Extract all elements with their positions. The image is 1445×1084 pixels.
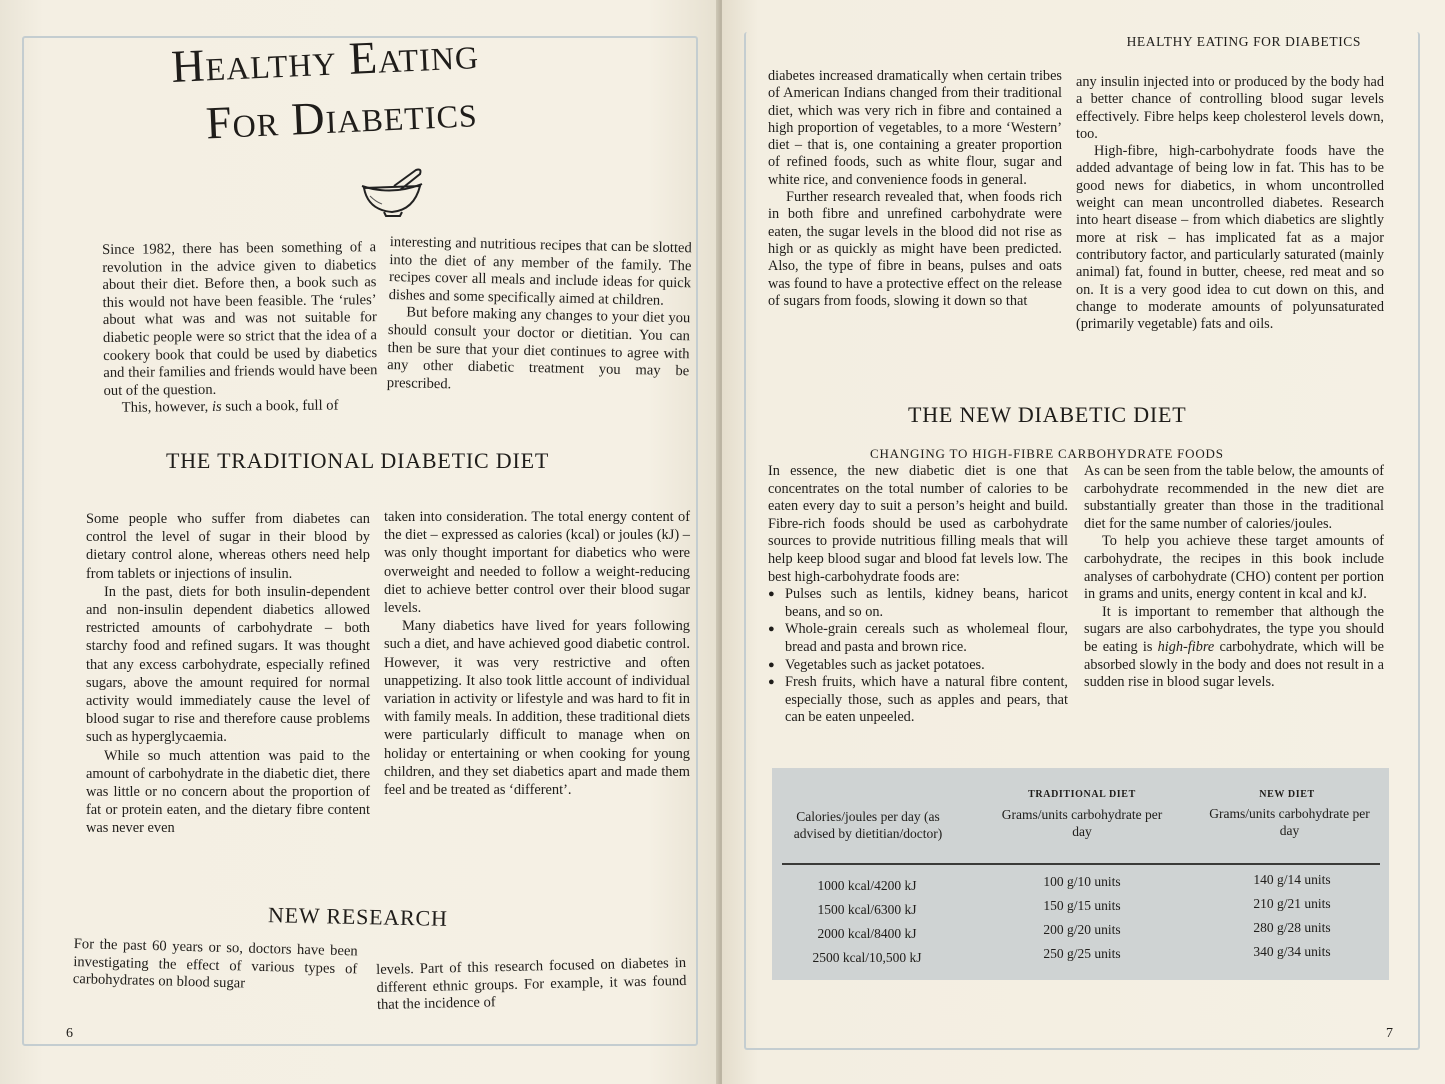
body-paragraph: For the past 60 years or so, doctors have been investigating the effect of various types of carbohydrates on blood sugar (72, 936, 358, 992)
new-diet-column-1 (768, 463, 1068, 727)
table-cell-energy: 2500 kcal/10,500 kJ (812, 950, 922, 965)
table-cell-new: 140 g/14 units (1253, 872, 1331, 887)
body-paragraph: While so much attention was paid to the amount of carbohydrate in the diabetic diet, there was little or no concern about the proportion of fat or protein eaten, and the dietary fibre content was never even (86, 747, 370, 837)
table-cell-traditional: 150 g/15 units (1043, 898, 1121, 913)
table-cell-new: 340 g/34 units (1253, 944, 1331, 959)
body-paragraph: To help you achieve these target amounts of carbohydrate, the recipes in this book include analyses of carbohydrate (CHO) content per portion in grams and units, energy content in kcal and kJ. (1084, 533, 1384, 603)
list-item: ● Fresh fruits, which have a natural fibre content, especially those, such as apples and pears, that can be eaten unpeeled. (768, 674, 1068, 727)
page-number: 7 (1386, 1026, 1393, 1041)
continued-column-2 (1076, 74, 1384, 333)
right-page (722, 0, 1445, 1084)
section-heading-traditional: THE TRADITIONAL DIABETIC DIET (166, 448, 550, 473)
traditional-column-1 (86, 510, 370, 838)
table-cell-new: 210 g/21 units (1253, 896, 1331, 911)
body-paragraph: As can be seen from the table below, the amounts of carbohydrate recommended in the new diet are substantially greater than those in the traditional diet for the same number of calories/joules. (1084, 463, 1384, 532)
carbohydrate-table (772, 768, 1389, 980)
table-cell-traditional: 250 g/25 units (1043, 946, 1121, 961)
title-line-1: Healthy Eating (170, 27, 480, 92)
continued-column-1 (768, 68, 1062, 310)
research-column-1 (73, 936, 358, 996)
body-paragraph: taken into consideration. The total energy content of the diet – expressed as calories (kcal) or joules (kJ) – was only thought important for diabetics who were overweight and needed to follow a weight-reducing diet to achieve better control over their blood sugar levels. (384, 509, 690, 617)
body-paragraph: diabetes increased dramatically when certain tribes of American Indians changed from their traditional diet, which was very rich in fibre and contained a high proportion of vegetables, to a more ‘Western’ diet – that is, one containing a greater proportion of refined foods, such as white flour, sugar and white rice, and convenience foods in general. (768, 68, 1062, 188)
section-subheading: CHANGING TO HIGH-FIBRE CARBOHYDRATE FOODS (870, 446, 1224, 461)
table-cell-energy: 2000 kcal/8400 kJ (817, 926, 917, 941)
table-header-energy: Calories/joules per day (as advised by dietitian/doctor) (793, 809, 943, 841)
intro-column-1 (102, 239, 378, 418)
mortar-pestle-icon (356, 166, 432, 218)
list-item: ● Vegetables such as jacket potatoes. (768, 657, 1068, 675)
title-line-2: For Diabetics (204, 85, 479, 149)
body-paragraph: High-fibre, high-carbohydrate foods have the added advantage of being low in fat. This has to be good news for diabetics, in whom uncontrolled weight can mean uncontrolled diabetes. Research into heart disease – from which diabetics are slightly more at risk – has implicated fat as a major contributory factor, and particularly saturated (mainly animal) fat, found in butter, cheese, red meat and so on. It is a very good idea to cut down on this, and change to moderate amounts of polyunsaturated (primarily vegetable) fats and oils. (1076, 143, 1384, 333)
intro-column-2 (387, 234, 692, 399)
body-paragraph: Some people who suffer from diabetes can control the level of sugar in their blood by dietary control alone, whereas others need help from tablets or injections of insulin. (86, 511, 370, 582)
table-header-traditional: Grams/units carbohydrate per day (1001, 807, 1163, 839)
section-heading-research: NEW RESEARCH (267, 902, 448, 931)
body-paragraph: Many diabetics have lived for years following such a diet, and have achieved good diabetic control. However, it was very restrictive and often unappetizing. It also took little account of individual variation in activity or lifestyle and was hard to fit in with family meals. In addition, these traditional diets were particularly difficult to manage when on holiday or entertaining or when cooking for young children, and they set diabetics apart and made them feel and be treated as ‘different’. (384, 618, 690, 799)
table-group-traditional: TRADITIONAL DIET (1028, 789, 1136, 800)
body-paragraph: levels. Part of this research focused on diabetes in different ethnic groups. For example, it was found that the incidence of (376, 954, 687, 1014)
table-cell-new: 280 g/28 units (1253, 920, 1331, 935)
list-item: ● Whole-grain cereals such as wholemeal flour, bread and pasta and brown rice. (768, 621, 1068, 656)
list-item: ● Pulses such as lentils, kidney beans, haricot beans, and so on. (768, 586, 1068, 621)
intro-paragraph: This, however, is such a book, full of (121, 397, 339, 417)
table-header-new: Grams/units carbohydrate per day (1209, 806, 1370, 838)
research-column-2 (376, 955, 687, 1015)
left-page (0, 0, 720, 1084)
body-paragraph: It is important to remember that although the sugars are also carbohydrates, the type you should be eating is high-fibre carbohydrate, which will be absorbed slowly in the body and does not result in a sudden rise in blood sugar levels. (1084, 603, 1384, 691)
intro-paragraph: interesting and nutritious recipes that can be slotted into the diet of any member of the family. The recipes cover all meals and include ideas for quick dishes and some specifically aimed at children. (388, 234, 692, 309)
table-cell-traditional: 200 g/20 units (1043, 922, 1121, 937)
table-cell-energy: 1000 kcal/4200 kJ (817, 878, 917, 893)
body-paragraph: Further research revealed that, when foods rich in both fibre and unrefined carbohydrate were eaten, the sugar levels in the blood did not rise as high or as quickly as might have been predicted. Also, the type of fibre in beans, pulses and oats was found to have a protective effect on the release of sugars from foods, slowing it down so that (768, 189, 1062, 309)
table-cell-energy: 1500 kcal/6300 kJ (817, 902, 917, 917)
table-group-new: NEW DIET (1259, 789, 1315, 800)
body-paragraph: In essence, the new diabetic diet is one that concentrates on the total number of calories to be eaten every day to suit a person’s height and build. Fibre-rich foods should be used as carbohydrate sources to provide nutritious filling meals that will help keep blood sugar and blood fat levels low. The best high-carbohydrate foods are: (768, 463, 1068, 585)
intro-paragraph: But before making any changes to your diet you should consult your doctor or dietitian. You can then be sure that your diet continues to agree with any other diabetic treatment you may be prescribed. (386, 304, 691, 393)
page-number: 6 (66, 1026, 73, 1041)
body-paragraph: In the past, diets for both insulin-dependent and non-insulin dependent diabetics allowed restricted amounts of carbohydrate – both starchy food and refined sugars. It was thought that any excess carbohydrate, especially refined sugars, above the amount required for normal activity would immediately cause the level of blood sugar to rise and therefore cause problems such as hyperglycaemia. (86, 583, 370, 746)
table-rule (782, 863, 1380, 865)
new-diet-column-2 (1084, 463, 1384, 692)
traditional-column-2 (384, 508, 690, 799)
running-head: HEALTHY EATING FOR DIABETICS (1126, 34, 1361, 49)
food-list (768, 586, 1068, 727)
table-cell-traditional: 100 g/10 units (1043, 874, 1121, 889)
page-title (170, 17, 645, 154)
body-paragraph: any insulin injected into or produced by the body had a better chance of controlling blood sugar levels effectively. Fibre helps keep cholesterol levels down, too. (1076, 74, 1384, 142)
section-heading-new-diet: THE NEW DIABETIC DIET (908, 402, 1187, 427)
intro-paragraph: Since 1982, there has been something of a revolution in the advice given to diabetics about their diet. Before then, a book such as this would not have been feasible. The ‘rules’ about what was and was not suitable for diabetic people were so strict that the idea of a cookery book that could be used by diabetics and their families and friends would have been out of the question. (102, 239, 378, 399)
